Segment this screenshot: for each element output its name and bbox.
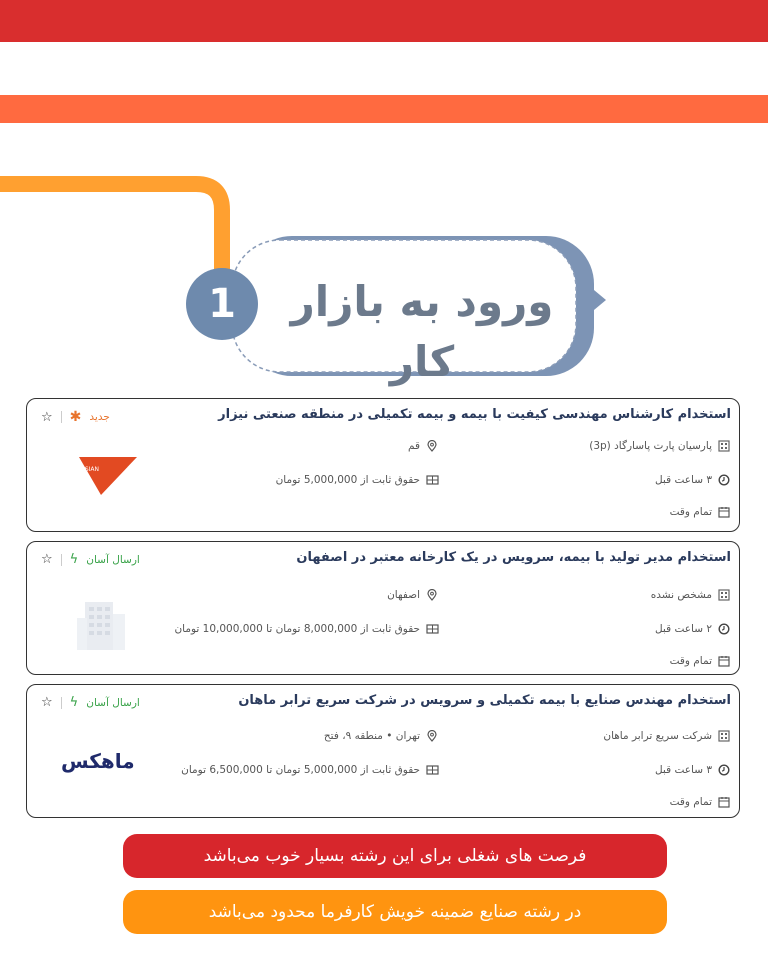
location-text: قم: [407, 440, 420, 452]
badges: [41, 409, 110, 425]
orange-band: [0, 95, 768, 123]
posted-row: [655, 622, 731, 636]
clock-icon: [717, 622, 731, 636]
mahex-logo: ماهکس: [61, 749, 135, 773]
calendar-icon: [717, 654, 731, 668]
top-red-band: [0, 0, 768, 42]
building-icon: [717, 588, 731, 602]
salary-icon: [425, 763, 439, 777]
location-pin-icon: [425, 729, 439, 743]
salary-icon: [425, 622, 439, 636]
location-pin-icon: [425, 588, 439, 602]
clock-icon: [717, 473, 731, 487]
building-icon: [717, 439, 731, 453]
salary-row: [174, 622, 439, 636]
job-card[interactable]: [26, 684, 740, 818]
building-icon: [717, 729, 731, 743]
job-title[interactable]: استخدام مدیر تولید با بیمه، سرویس در یک کارخانه معتبر در اصفهان: [296, 550, 731, 565]
posted-time: ۲ ساعت قبل: [654, 623, 712, 635]
salary-text: حقوق ثابت از 8,000,000 تومان تا 10,000,000 تومان: [174, 623, 420, 635]
company-name: پارسیان پارت پاسارگاد (3p): [589, 440, 712, 452]
location-text: اصفهان: [387, 589, 420, 601]
job-title[interactable]: استخدام کارشناس مهندسی کیفیت با بیمه و بیمه تکمیلی در منطقه صنعتی نیزار: [218, 407, 731, 422]
divider: [61, 554, 62, 566]
lightning-icon: ϟ: [69, 552, 79, 567]
job-type: تمام وقت: [669, 655, 712, 667]
calendar-icon: [717, 795, 731, 809]
location-row: [387, 588, 439, 602]
building-placeholder-logo: [75, 596, 127, 656]
easy-apply-badge: ارسال آسان: [86, 553, 140, 566]
job-type: تمام وقت: [669, 506, 712, 518]
location-pin-icon: [425, 439, 439, 453]
company-row: [589, 439, 731, 453]
location-row: [324, 729, 439, 743]
company-row: [603, 729, 731, 743]
company-name: مشخص نشده: [650, 589, 712, 601]
salary-text: حقوق ثابت از 5,000,000 تومان: [275, 474, 420, 486]
calendar-icon: [717, 505, 731, 519]
divider: [61, 411, 62, 423]
asterisk-icon: ✱: [69, 409, 82, 425]
type-row: [670, 795, 731, 809]
job-card[interactable]: [26, 398, 740, 532]
location-row: [408, 439, 439, 453]
location-text: تهران • منطقه ۹، فتح: [323, 730, 420, 742]
posted-row: [655, 473, 731, 487]
company-name: شرکت سریع ترابر ماهان: [603, 730, 712, 742]
lightning-icon: ϟ: [69, 695, 79, 710]
star-icon[interactable]: ☆: [41, 552, 53, 567]
job-title[interactable]: استخدام مهندس صنایع با بیمه تکمیلی و سرویس در شرکت سریع ترابر ماهان: [238, 693, 731, 708]
step-number: 1: [208, 281, 236, 327]
salary-text: حقوق ثابت از 5,000,000 تومان تا 6,500,000 تومان: [181, 764, 420, 776]
jobs-opportunity-banner: فرصت های شغلی برای این رشته بسیار خوب می‌باشد: [123, 834, 667, 878]
job-type: تمام وقت: [669, 796, 712, 808]
posted-time: ۳ ساعت قبل: [654, 764, 712, 776]
step-title: ورود به بازار کار: [290, 277, 554, 386]
parsian-logo: [75, 453, 139, 503]
job-card[interactable]: [26, 541, 740, 675]
posted-time: ۳ ساعت قبل: [654, 474, 712, 486]
badges: [41, 552, 140, 567]
salary-row: [276, 473, 439, 487]
clock-icon: [717, 763, 731, 777]
star-icon[interactable]: ☆: [41, 409, 53, 425]
badges: [41, 695, 140, 710]
logo-text: PARSIAN: [75, 466, 99, 473]
employer-limited-banner: در رشته صنایع ضمینه خویش کارفرما محدود می‌باشد: [123, 890, 667, 934]
company-row: [651, 588, 731, 602]
type-row: [670, 505, 731, 519]
divider: [61, 697, 62, 709]
salary-icon: [425, 473, 439, 487]
posted-row: [655, 763, 731, 777]
type-row: [670, 654, 731, 668]
star-icon[interactable]: ☆: [41, 695, 53, 710]
new-badge: جدید: [89, 411, 110, 423]
salary-row: [181, 763, 439, 777]
easy-apply-badge: ارسال آسان: [86, 696, 140, 709]
